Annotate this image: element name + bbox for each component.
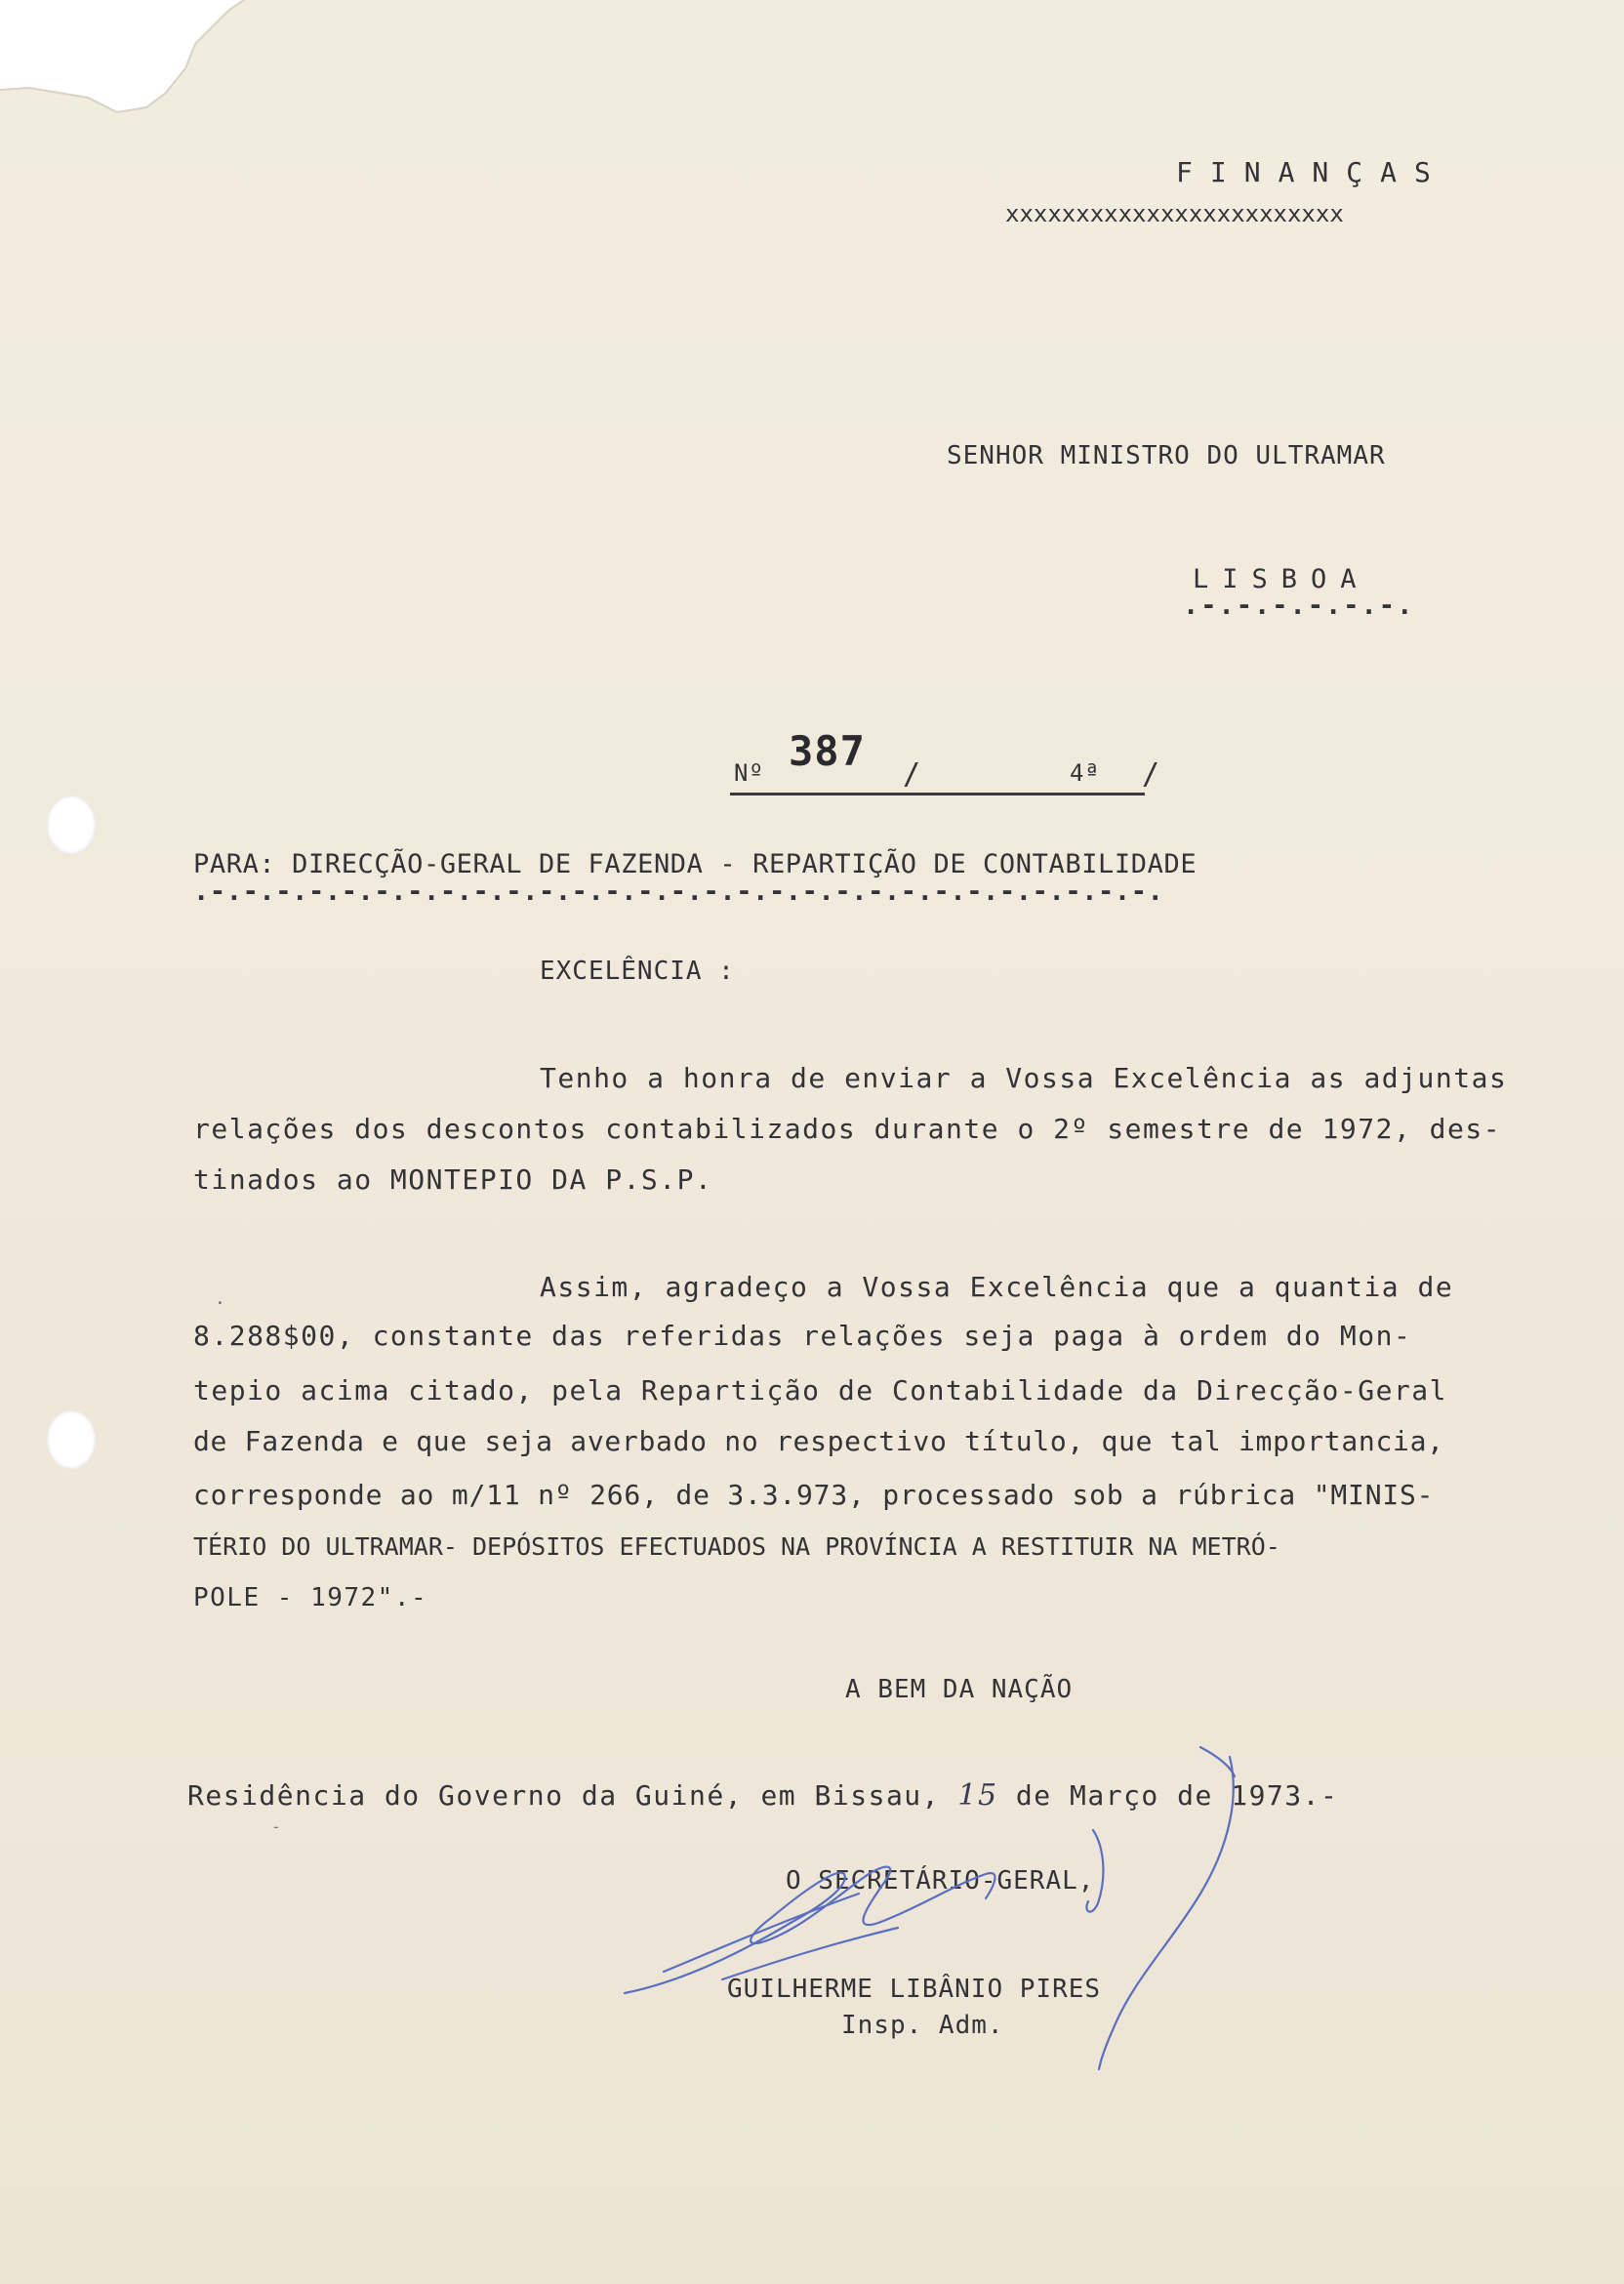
addressee-city-rule: .-.-.-.-.-.-.: [1183, 591, 1415, 621]
ink-speck: ·: [215, 1293, 226, 1314]
torn-corner: [0, 0, 254, 127]
addressee-line: SENHOR MINISTRO DO ULTRAMAR: [947, 441, 1386, 470]
closing-formula: A BEM DA NAÇÃO: [845, 1675, 1074, 1704]
reference-number: 387: [789, 727, 866, 775]
to-line-rule: .-.-.-.-.-.-.-.-.-.-.-.-.-.-.-.-.-.-.-.-.-.-.-.-.-.-.-.-.-.: [193, 877, 1164, 907]
punch-hole-bottom: [47, 1410, 96, 1469]
punch-hole-top: [47, 795, 96, 854]
ink-speck: -: [271, 1817, 282, 1836]
signatory-rank: Insp. Adm.: [841, 2011, 1004, 2040]
paragraph-2-line-2: 8.288$00, constante das referidas relações seja paga à ordem do Mon-: [193, 1320, 1412, 1352]
paragraph-2-line-3: tepio acima citado, pela Repartição de Contabilidade da Direcção-Geral: [193, 1374, 1448, 1407]
reference-sep1: /: [903, 757, 922, 792]
reference-underline: [730, 793, 1145, 795]
signatory-name: GUILHERME LIBÂNIO PIRES: [727, 1975, 1102, 2004]
paragraph-2-line-5: corresponde ao m/11 nº 266, de 3.3.973, processado sob a rúbrica "MINIS-: [193, 1479, 1435, 1511]
signatory-title: O SECRETÁRIO-GERAL,: [786, 1866, 1095, 1896]
paragraph-2-line-7: POLE - 1972".-: [193, 1583, 428, 1612]
paragraph-2-line-4: de Fazenda e que seja averbado no respectivo título, que tal importancia,: [193, 1425, 1444, 1457]
salutation: EXCELÊNCIA :: [540, 957, 735, 986]
reference-section: 4ª: [1070, 759, 1100, 787]
paragraph-1-line-1: Tenho a honra de enviar a Vossa Excelência as adjuntas: [540, 1062, 1508, 1094]
paragraph-2-line-6: TÉRIO DO ULTRAMAR- DEPÓSITOS EFECTUADOS NA PROVÍNCIA A RESTITUIR NA METRÓ-: [193, 1532, 1280, 1561]
paragraph-2-line-1: Assim, agradeço a Vossa Excelência que a quantia de: [540, 1271, 1454, 1303]
department-heading: FINANÇAS: [1176, 156, 1448, 188]
place-date-after: de Março de 1973.-: [1015, 1779, 1339, 1812]
place-date-day: 15: [957, 1778, 998, 1813]
to-line: PARA: DIRECÇÃO-GERAL DE FAZENDA - REPARTIÇÃO DE CONTABILIDADE: [193, 849, 1198, 879]
place-date-before: Residência do Governo da Guiné, em Bissau,: [187, 1779, 941, 1812]
reference-sep2: /: [1142, 757, 1161, 792]
reference-prefix: Nº: [734, 759, 764, 787]
department-rule: xxxxxxxxxxxxxxxxxxxxxxxx: [1005, 200, 1344, 227]
paragraph-1-line-2: relações dos descontos contabilizados durante o 2º semestre de 1972, des-: [193, 1113, 1502, 1145]
addressee-city: LISBOA: [1193, 564, 1370, 594]
paragraph-1-line-3: tinados ao MONTEPIO DA P.S.P.: [193, 1163, 713, 1196]
